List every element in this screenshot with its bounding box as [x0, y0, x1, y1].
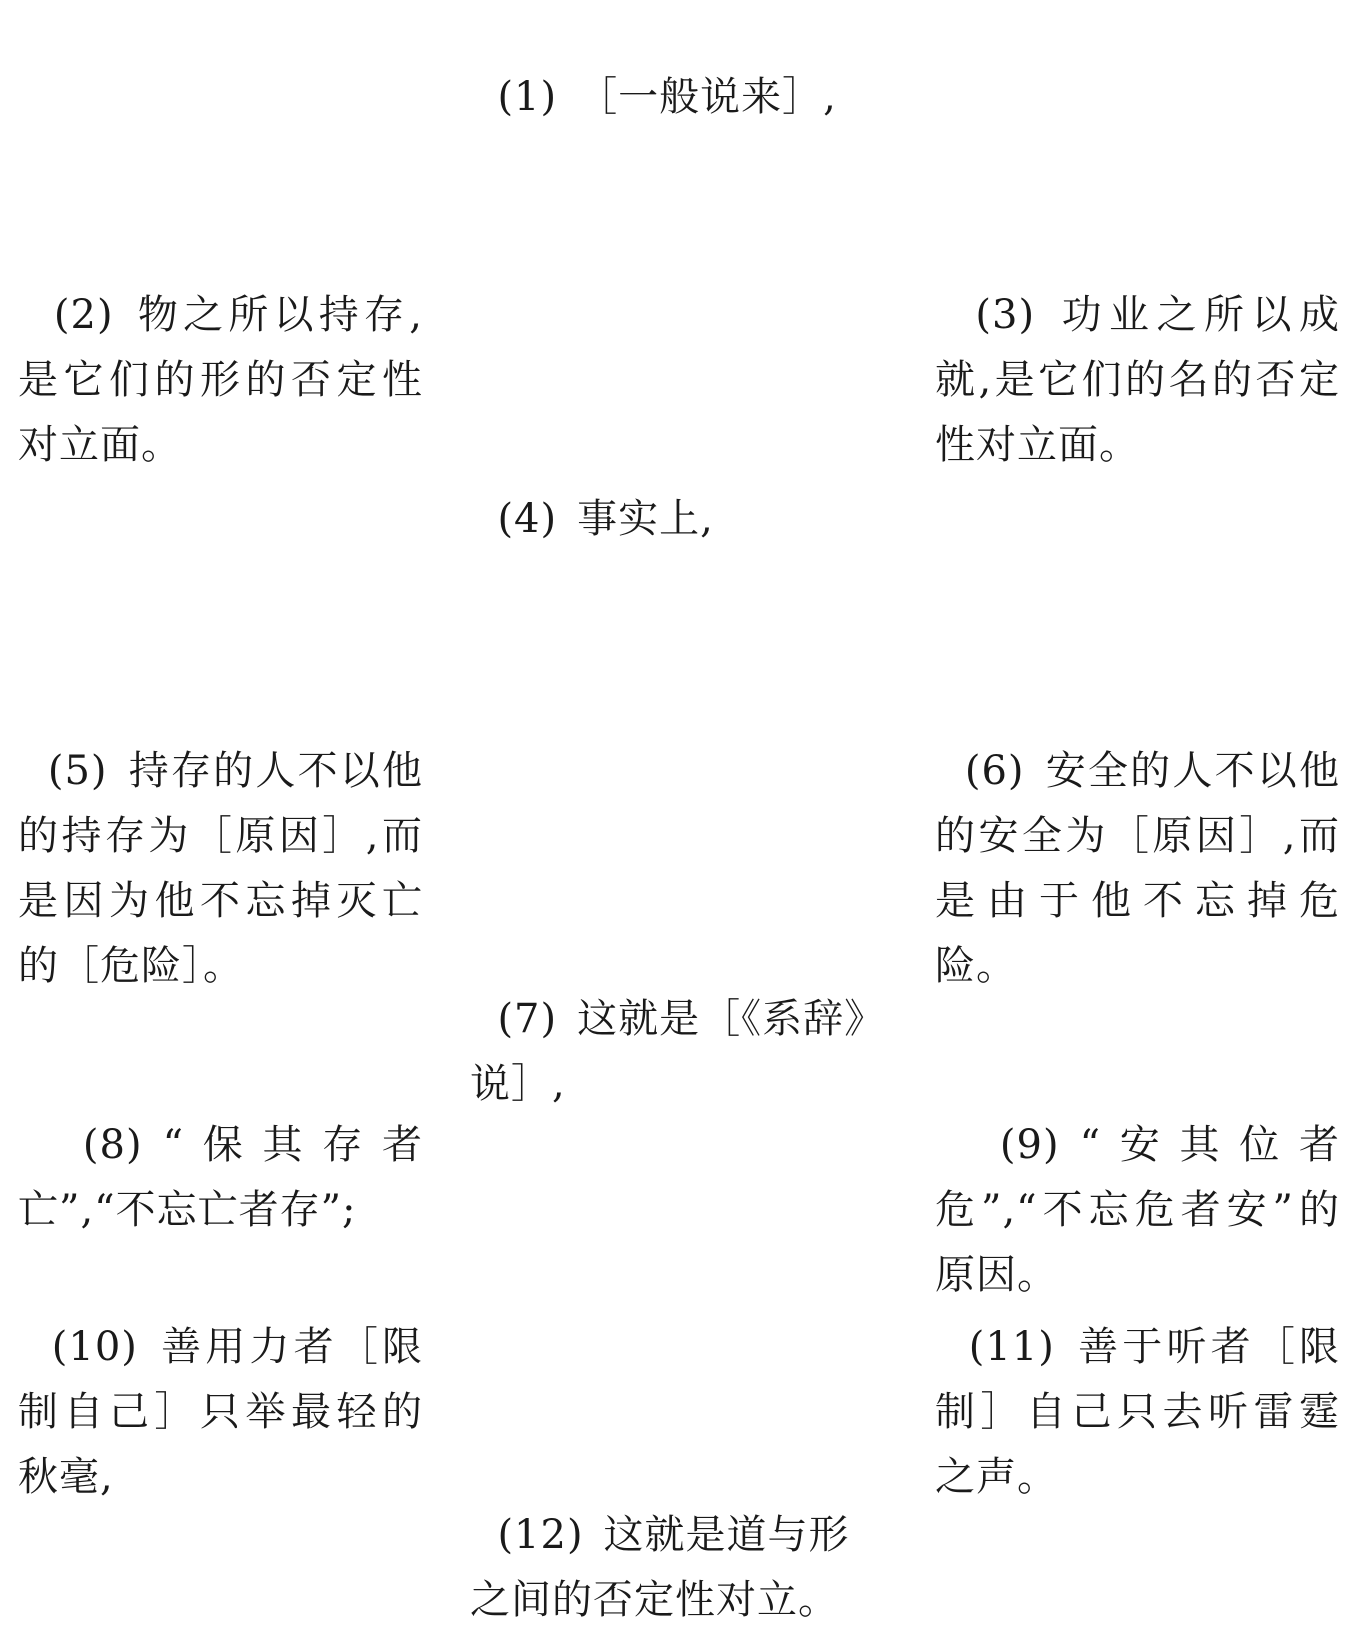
segment-6	[935, 674, 1340, 999]
segment-number: (4)	[497, 496, 558, 542]
segment-number: (2)	[53, 292, 114, 338]
segment-number: (5)	[47, 748, 108, 794]
segment-text: ［一般说来］,	[577, 74, 837, 120]
segment-number: (12)	[497, 1512, 584, 1558]
segment-number: (7)	[497, 996, 558, 1042]
segment-text: 物之所以持存,是它们的形的否定性对立面。	[18, 292, 423, 468]
segment-11	[935, 1250, 1340, 1510]
segment-7	[470, 922, 890, 1117]
segment-number: (9)	[999, 1122, 1060, 1168]
segment-text: 安全的人不以他的安全为［原因］,而是由于他不忘掉危险。	[935, 748, 1341, 989]
segment-3	[935, 218, 1340, 478]
segment-text: 这就是［《系辞》说］,	[470, 996, 886, 1107]
segment-number: (8)	[82, 1122, 143, 1168]
segment-number: (10)	[51, 1324, 138, 1370]
segment-number: (6)	[964, 748, 1025, 794]
segment-text: “保其存者亡”,“不忘亡者存”;	[18, 1122, 424, 1233]
segment-text: 这就是道与形之间的否定性对立。	[470, 1512, 850, 1623]
segment-10	[18, 1250, 423, 1510]
segment-2	[18, 218, 423, 478]
segment-1	[470, 0, 910, 130]
segment-8	[18, 1048, 423, 1243]
segment-text: 善于听者［限制］自己只去听雷霆之声。	[935, 1324, 1340, 1500]
segment-text: 事实上,	[577, 496, 714, 542]
segment-text: 功业之所以成就,是它们的名的否定性对立面。	[935, 292, 1340, 468]
segment-text: 持存的人不以他的持存为［原因］,而是因为他不忘掉灭亡的［危险］。	[18, 748, 424, 989]
segment-number: (11)	[968, 1324, 1055, 1370]
segment-text: 善用力者［限制自己］只举最轻的秋毫,	[18, 1324, 423, 1500]
segment-text: “安其位者危”,“不忘危者安”的原因。	[935, 1122, 1341, 1298]
segment-5	[18, 674, 423, 999]
segment-4	[470, 422, 910, 552]
segment-number: (1)	[497, 74, 558, 120]
segment-12	[470, 1438, 890, 1633]
segment-number: (3)	[975, 292, 1036, 338]
